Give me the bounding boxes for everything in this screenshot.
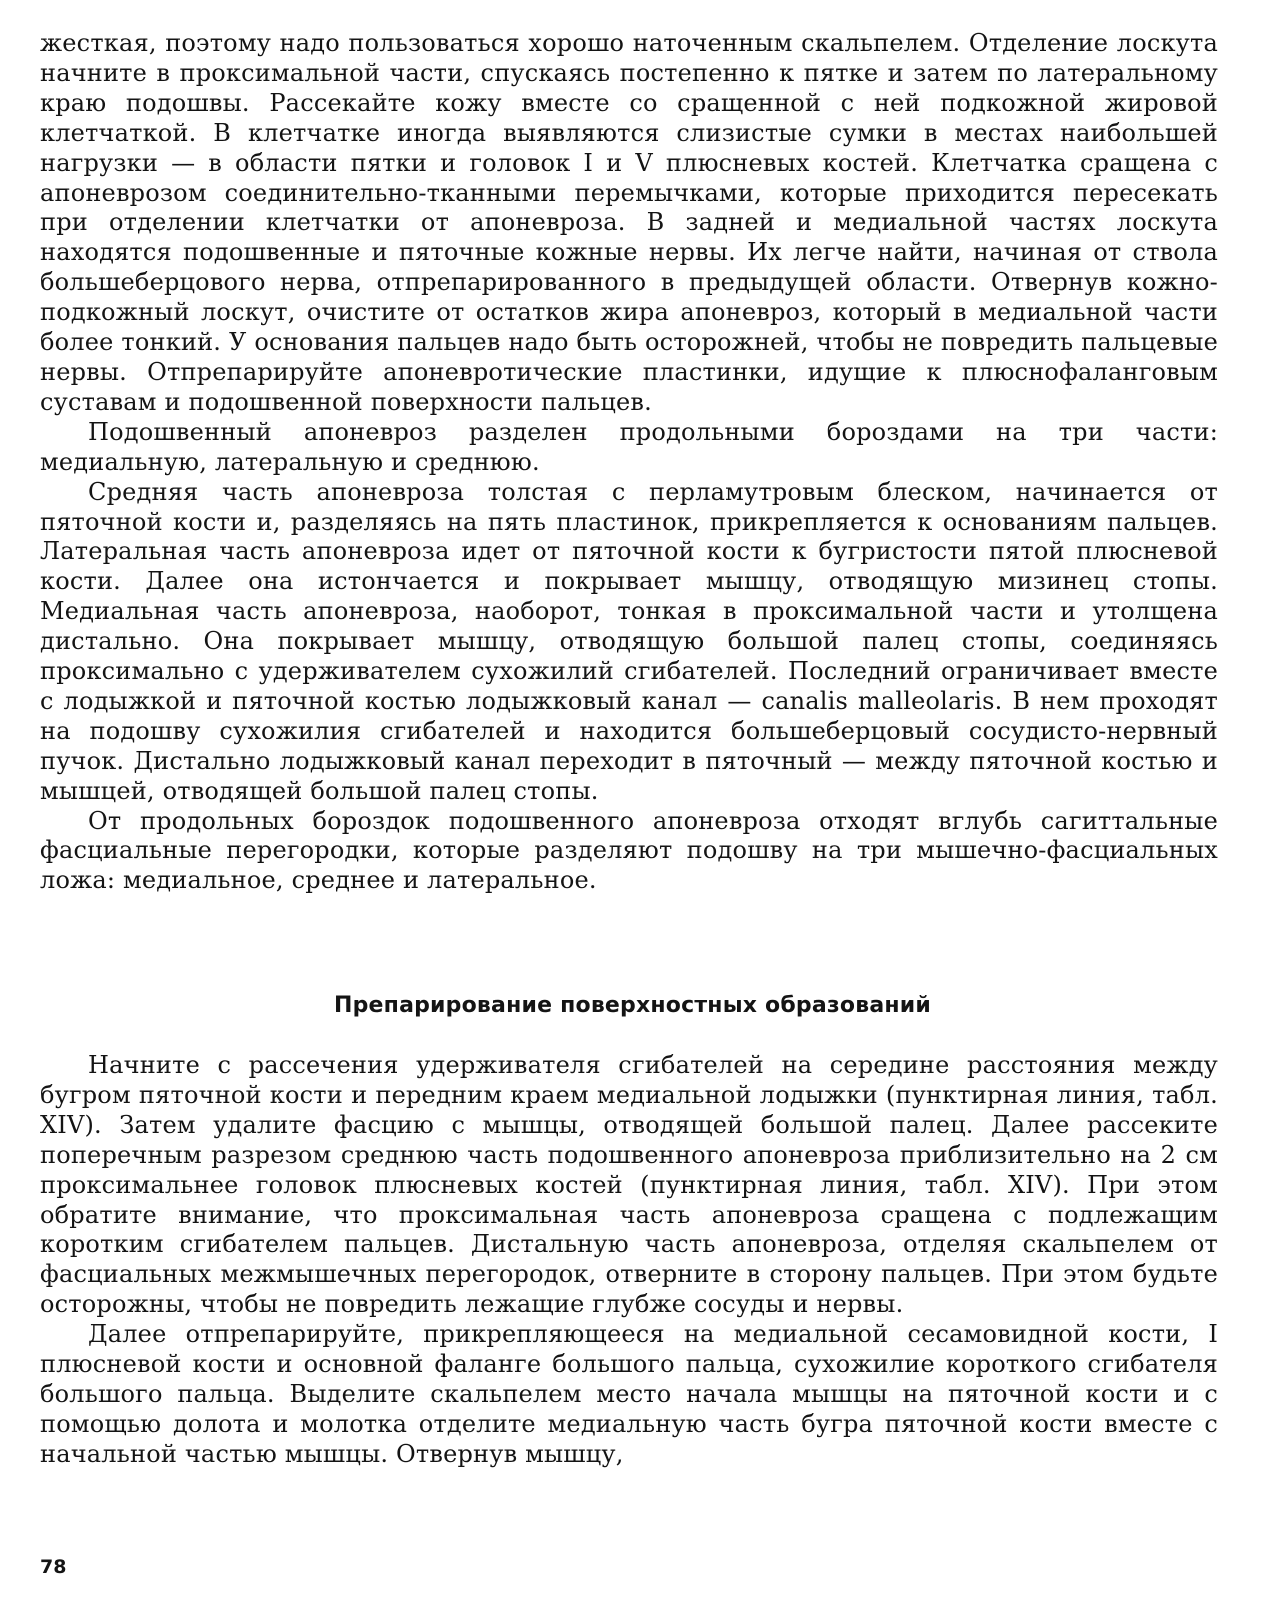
paragraph: Подошвенный апоневроз разделен продольными бороздами на три части: медиальную, латеральную и среднюю. [40,417,1218,476]
paragraph: Далее отпрепарируйте, прикрепляющееся на медиальной сесамовидной кости, I плюсневой кости и основной фаланге большого пальца, сухожилие короткого сгибателя большого пальца. Выделите скальпелем место начала мышцы на пяточной кости и с помощью долота и молотка отделите медиальную часть бугра пяточной кости вместе с начальной частью мышцы. Отвернув мышцу, [40,1320,1218,1468]
paragraph: Средняя часть апоневроза толстая с перламутровым блеском, начинается от пяточной кости и, разделяясь на пять пластинок, прикрепляется к основаниям пальцев. Латеральная часть апоневроза идет от пяточной кости к бугристости пятой плюсневой кости. Далее она истончается и покрывает мышцу, отводящую мизинец стопы. Медиальная часть апоневроза, наоборот, тонкая в проксимальной части и утолщена дистально. Она покрывает мышцу, отводящую большой палец стопы, соединяясь проксимально с удерживателем сухожилий сгибателей. Последний ограничивает вместе с лодыжкой и пяточной костью лодыжковый канал — canalis malleolaris. В нем проходят на подошву сухожилия сгибателей и находится большеберцовый сосудисто-нервный пучок. Дистально лодыжковый канал переходит в пяточный — между пяточной костью и мышцей, отводящей большой палец стопы. [40,477,1218,805]
paragraph: От продольных бороздок подошвенного апоневроза отходят вглубь сагиттальные фасциальные перегородки, которые разделяют подошву на три мышечно-фасциальных ложа: медиальное, среднее и латеральное. [40,806,1218,895]
paragraph: Начните с рассечения удерживателя сгибателей на середине расстояния между бугром пяточной кости и передним краем медиальной лодыжки (пунктирная линия, табл. XIV). Затем удалите фасцию с мышцы, отводящей большой палец. Далее рассеките поперечным разрезом среднюю часть подошвенного апоневроза приблизительно на 2 см проксимальнее головок плюсневых костей (пунктирная линия, табл. XIV). При этом обратите внимание, что проксимальная часть апоневроза сращена с подлежащим коротким сгибателем пальцев. Дистальную часть апоневроза, отделяя скальпелем от фасциальных межмышечных перегородок, отверните в сторону пальцев. При этом будьте осторожны, чтобы не повредить лежащие глубже сосуды и нервы. [40,1051,1218,1319]
page-number: 78 [40,1556,67,1578]
text-block-top [40,29,1218,896]
text-block-bottom [40,1051,1218,1470]
paragraph: жесткая, поэтому надо пользоваться хорошо наточенным скальпелем. Отделение лоскута начните в проксимальной части, спускаясь постепенно к пятке и затем по латеральному краю подошвы. Рассекайте кожу вместе со сращенной с ней подкожной жировой клетчаткой. В клетчатке иногда выявляются слизистые сумки в местах наибольшей нагрузки — в области пятки и головок I и V плюсневых костей. Клетчатка сращена с апоневрозом соединительно-тканными перемычками, которые приходится пересекать при отделении клетчатки от апоневроза. В задней и медиальной частях лоскута находятся подошвенные и пяточные кожные нервы. Их легче найти, начиная от ствола большеберцового нерва, отпрепарированного в предыдущей области. Отвернув кожно-подкожный лоскут, очистите от остатков жира апоневроз, который в медиальной части более тонкий. У основания пальцев надо быть осторожней, чтобы не повредить пальцевые нервы. Отпрепарируйте апоневротические пластинки, идущие к плюснофаланговым суставам и подошвенной поверхности пальцев. [40,29,1218,416]
section-heading: Препарирование поверхностных образований [333,993,932,1018]
